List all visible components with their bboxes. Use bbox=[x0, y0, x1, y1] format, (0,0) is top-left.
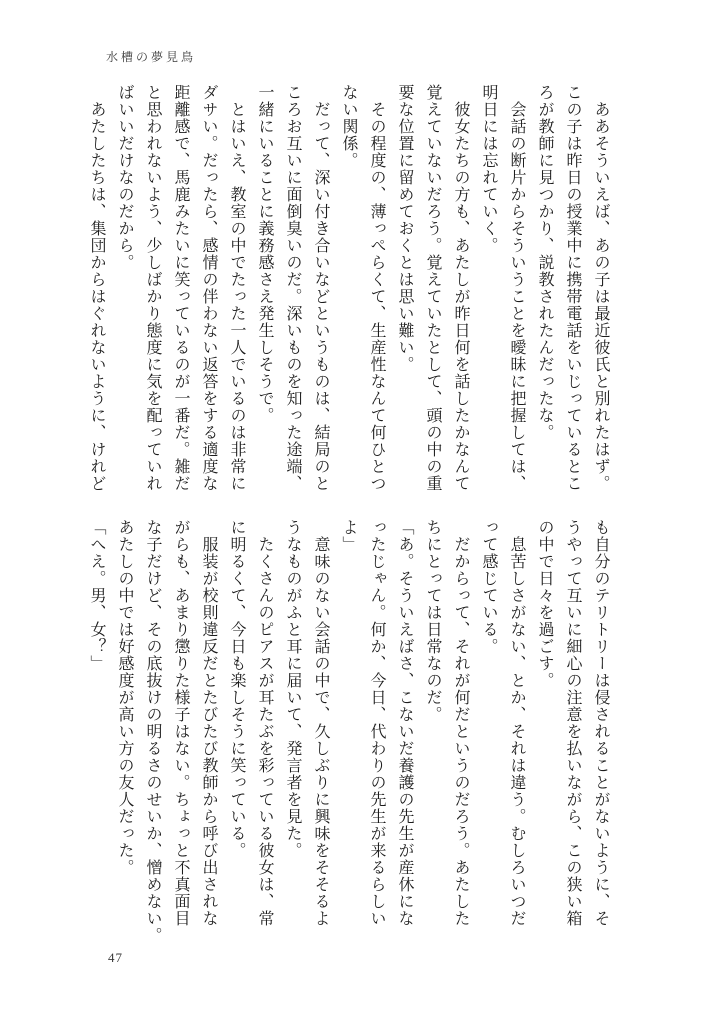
text-line: 彼女たちの方も、あたしが昨日何を話したかなんて bbox=[452, 84, 469, 492]
text-line: も自分のテリトリーは侵されることがないように、そ bbox=[592, 519, 609, 927]
text-line: だって、深い付き合いなどというものは、結局のと bbox=[312, 84, 329, 492]
text-line: 覚えていないだろう。覚えていたとして、頭の中の重 bbox=[424, 84, 441, 492]
text-line: 息苦しさがない、とか、それは違う。むしろいつだ bbox=[508, 519, 525, 927]
running-header-title: 水槽の夢見鳥 bbox=[106, 50, 197, 64]
text-line: よ」 bbox=[340, 519, 357, 553]
text-line: がらも、あまり懲りた様子はない。ちょっと不真面目 bbox=[172, 519, 189, 927]
page-number: 47 bbox=[108, 950, 123, 965]
text-line: とはいえ、教室の中でたった一人でいるのは非常に bbox=[228, 84, 245, 492]
text-line: ダサい。だったら、感情の伴わない返答をする適度な bbox=[200, 84, 217, 492]
text-line: の中で日々を過ごす。 bbox=[536, 519, 553, 689]
vertical-text-block-top bbox=[82, 84, 614, 498]
text-line: 「あ。そういえばさ、こないだ養護の先生が産休にな bbox=[396, 519, 413, 927]
text-line: その程度の、薄っぺらくて、生産性なんて何ひとつ bbox=[368, 84, 385, 492]
text-line: ろが教師に見つかり、説教されたんだったな。 bbox=[536, 84, 553, 441]
text-line: ああそういえば、あの子は最近彼氏と別れたはず。 bbox=[592, 84, 609, 492]
text-line: な子だけど、その底抜けの明るさのせいか、憎めない。 bbox=[144, 519, 161, 944]
text-line: うなものがふと耳に届いて、発言者を見た。 bbox=[284, 519, 301, 859]
text-line: に明るくて、今日も楽しそうに笑っている。 bbox=[228, 519, 245, 859]
text-line: 「へえ。男、女？」 bbox=[88, 519, 105, 672]
text-line: だからって、それが何だというのだろう。あたした bbox=[452, 519, 469, 927]
text-line: 服装が校則違反だとたびたび教師から呼び出されな bbox=[200, 519, 217, 927]
text-line: 会話の断片からそういうことを曖昧に把握しては、 bbox=[508, 84, 525, 492]
text-line: 一緒にいることに義務感さえ発生しそうで。 bbox=[256, 84, 273, 424]
text-line: ちにとっては日常なのだ。 bbox=[424, 519, 441, 723]
text-line: 意味のない会話の中で、久しぶりに興味をそそるよ bbox=[312, 519, 329, 927]
text-line: たくさんのピアスが耳たぶを彩っている彼女は、常 bbox=[256, 519, 273, 927]
text-line: ったじゃん。何か、今日、代わりの先生が来るらしい bbox=[368, 519, 385, 927]
text-line: あたしたちは、集団からはぐれないように、けれど bbox=[88, 84, 105, 492]
text-line: 要な位置に留めておくとは思い難い。 bbox=[396, 84, 413, 373]
text-line: ばいいだけなのだから。 bbox=[116, 84, 133, 271]
text-line: と思われないよう、少しばかり態度に気を配っていれ bbox=[144, 84, 161, 492]
text-line: 明日には忘れていく。 bbox=[480, 84, 497, 254]
text-line: この子は昨日の授業中に携帯電話をいじっているとこ bbox=[564, 84, 581, 492]
text-line: ころお互いに面倒臭いのだ。深いものを知った途端、 bbox=[284, 84, 301, 492]
text-line: うやって互いに細心の注意を払いながら、この狭い箱 bbox=[564, 519, 581, 927]
text-line: って感じている。 bbox=[480, 519, 497, 655]
text-line: 距離感で、馬鹿みたいに笑っているのが一番だ。雑だ bbox=[172, 84, 189, 492]
text-line: あたしの中では好感度が高い方の友人だった。 bbox=[116, 519, 133, 876]
vertical-text-block-bottom bbox=[82, 519, 614, 944]
text-line: ない関係。 bbox=[340, 84, 357, 169]
